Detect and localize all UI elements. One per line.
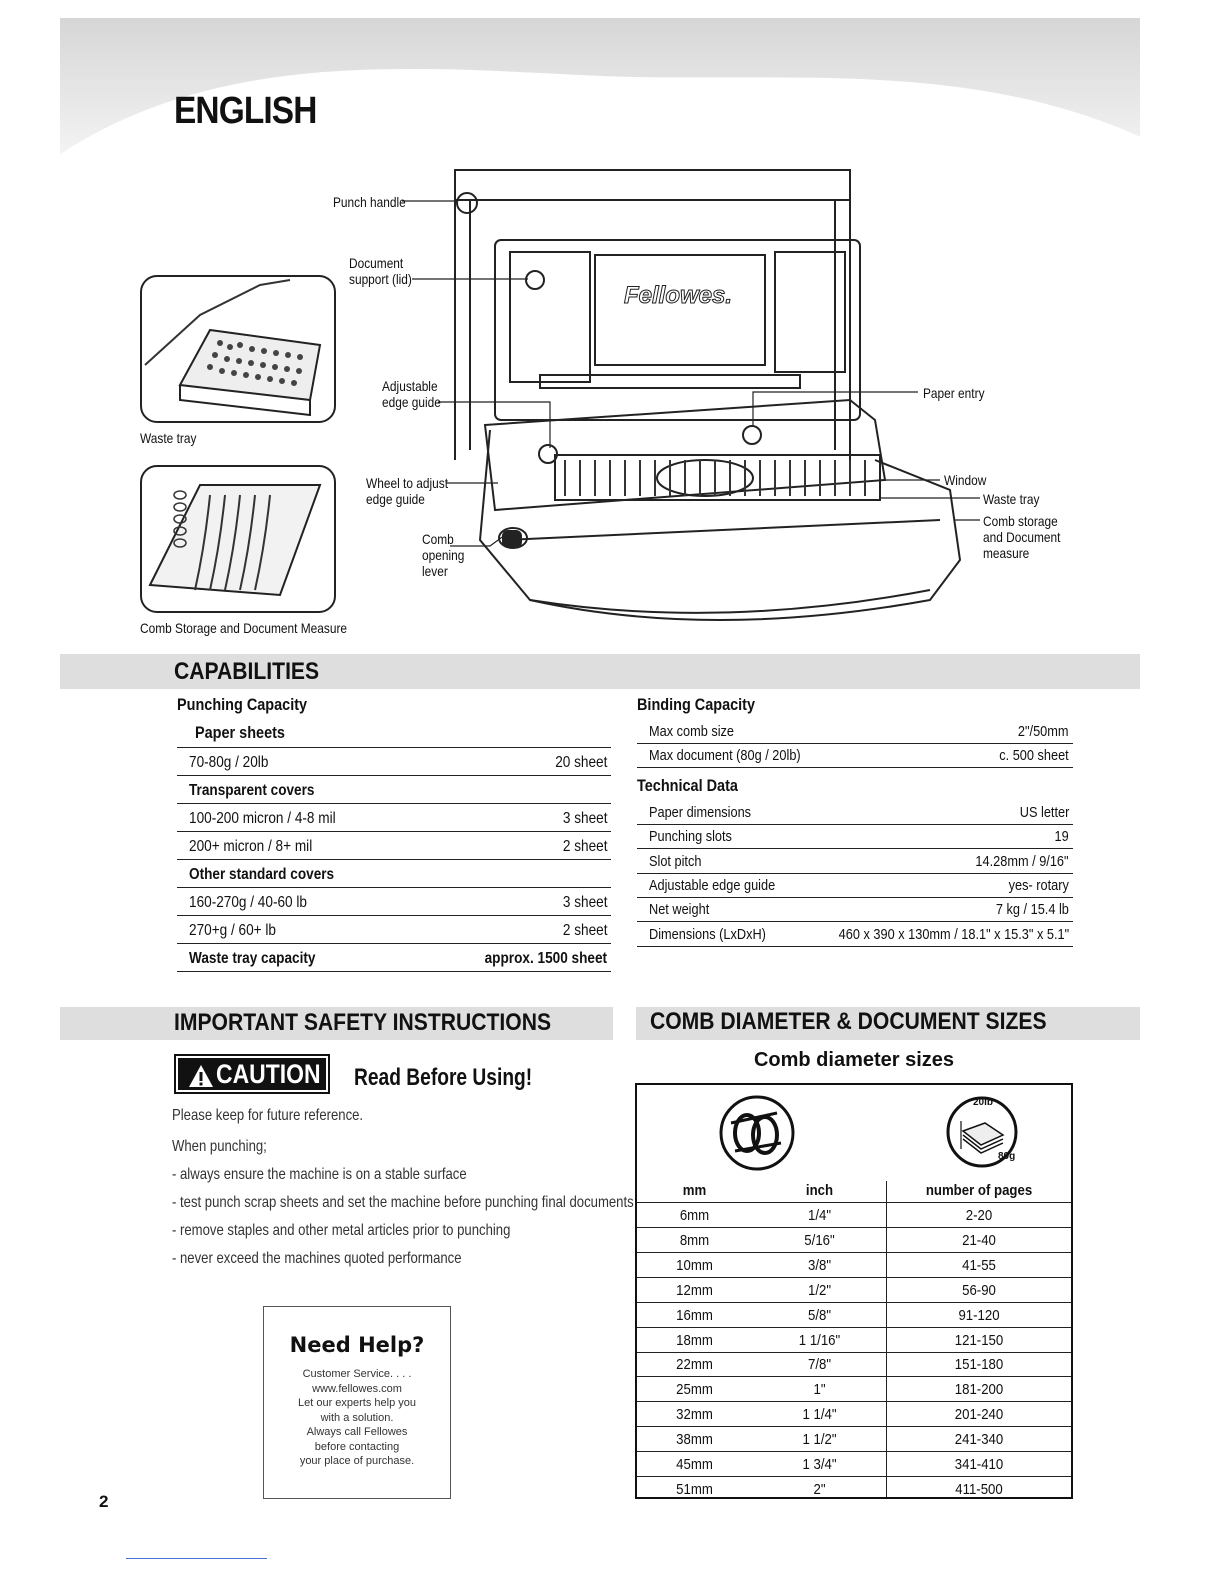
- technical-row-label: Net weight: [649, 901, 710, 919]
- brand-logo: Fellowes.: [624, 282, 733, 309]
- comb-table-row: [637, 1451, 1071, 1477]
- punching-row-label: 160-270g / 40-60 lb: [189, 894, 307, 911]
- comb-table-row: [637, 1476, 1071, 1501]
- comb-inch: 1 1/4": [802, 1406, 837, 1424]
- punching-row: [177, 916, 611, 944]
- punching-row: [177, 860, 611, 888]
- comb-pages: 151-180: [954, 1356, 1004, 1374]
- comb-pages: 181-200: [954, 1381, 1004, 1399]
- technical-row-label: Paper dimensions: [649, 804, 752, 821]
- comb-inch: 3/8": [807, 1256, 832, 1274]
- comb-table-row: [637, 1252, 1071, 1278]
- comb-mm: 18mm: [676, 1331, 713, 1349]
- safety-line-5: - remove staples and other metal articles prior to punching: [172, 1222, 511, 1239]
- comb-mm: 8mm: [679, 1231, 710, 1249]
- header-mm: mm: [682, 1182, 707, 1199]
- help-line: your place of purchase.: [299, 1455, 415, 1467]
- technical-row-value: yes- rotary: [1008, 876, 1069, 894]
- callout-wheel-2: edge guide: [366, 491, 425, 507]
- punching-row-value: 2 sheet: [562, 838, 607, 855]
- comb-mm: 12mm: [676, 1281, 713, 1299]
- comb-table-row: [637, 1202, 1071, 1228]
- binding-capacity-heading: Binding Capacity: [637, 695, 756, 714]
- safety-title: IMPORTANT SAFETY INSTRUCTIONS: [174, 1009, 552, 1036]
- comb-mm: 25mm: [676, 1381, 713, 1399]
- callout-comb-lever-1: Comb: [422, 531, 454, 547]
- callout-comb-storage-2: and Document: [983, 529, 1061, 545]
- punching-capacity-heading: Punching Capacity: [177, 695, 308, 714]
- binding-row-label: Max comb size: [649, 723, 735, 740]
- capabilities-title: CAPABILITIES: [174, 658, 320, 685]
- comb-table-row: [637, 1327, 1071, 1353]
- comb-mm: 45mm: [676, 1456, 713, 1473]
- comb-title: COMB DIAMETER & DOCUMENT SIZES: [650, 1008, 1047, 1035]
- comb-inch: 1 1/2": [802, 1431, 837, 1449]
- help-line: www.fellowes.com: [312, 1382, 402, 1395]
- punching-row: [177, 832, 611, 860]
- comb-pages: 56-90: [962, 1281, 996, 1299]
- comb-inch: 2": [813, 1480, 826, 1498]
- punching-row: [177, 776, 611, 804]
- callout-comb-storage-3: measure: [983, 545, 1030, 561]
- comb-pages: 41-55: [962, 1256, 996, 1274]
- technical-row-value: US letter: [1019, 804, 1069, 821]
- comb-subtitle: Comb diameter sizes: [753, 1049, 955, 1071]
- comb-table-row: [637, 1376, 1071, 1402]
- comb-inch: 1 1/16": [798, 1331, 841, 1349]
- help-line: with a solution.: [320, 1411, 394, 1424]
- callout-adjustable-1: Adjustable: [382, 378, 438, 394]
- comb-diameter-table: [635, 1083, 1073, 1499]
- technical-row-value: 7 kg / 15.4 lb: [995, 901, 1069, 919]
- comb-mm: 32mm: [676, 1406, 713, 1424]
- comb-inch: 7/8": [807, 1356, 832, 1374]
- punching-row: [177, 944, 611, 972]
- waste-tray-inset-caption: Waste tray: [140, 430, 197, 446]
- callout-comb-lever-2: opening: [422, 547, 465, 563]
- safety-line-4: - test punch scrap sheets and set the machine before punching final documents: [172, 1194, 634, 1211]
- callout-punch-handle: Punch handle: [333, 194, 406, 210]
- binding-row-label: Max document (80g / 20lb): [649, 747, 801, 764]
- technical-row-value: 14.28mm / 9/16": [975, 852, 1069, 870]
- callout-leaders: [0, 0, 1224, 700]
- punching-row-label: 270+g / 60+ lb: [189, 922, 276, 939]
- callout-paper-entry: Paper entry: [923, 385, 985, 401]
- technical-row-label: Dimensions (LxDxH): [649, 925, 766, 943]
- technical-data-heading: Technical Data: [637, 776, 738, 795]
- punching-row: [177, 804, 611, 832]
- comb-table-row: [637, 1426, 1071, 1452]
- page-number: 2: [99, 1492, 109, 1511]
- comb-mm: 22mm: [676, 1356, 713, 1374]
- binding-row-value: 2"/50mm: [1018, 723, 1069, 740]
- binding-row-value: c. 500 sheet: [999, 747, 1069, 764]
- callout-wheel-1: Wheel to adjust: [366, 475, 449, 491]
- callout-window: Window: [944, 472, 987, 488]
- callout-comb-lever-3: lever: [422, 563, 448, 579]
- punching-row-value: 3 sheet: [562, 810, 607, 827]
- punching-row-label: Transparent covers: [189, 782, 315, 799]
- comb-pages: 241-340: [954, 1431, 1004, 1449]
- icon-label-20lb: 20lb: [973, 1097, 994, 1108]
- comb-inch: 1 3/4": [802, 1456, 837, 1473]
- punching-row: [177, 748, 611, 776]
- need-help-title: Need Help?: [289, 1333, 425, 1357]
- comb-table-row: [637, 1401, 1071, 1427]
- callout-document-support-2: support (lid): [349, 271, 412, 287]
- technical-row: [637, 873, 1073, 898]
- comb-pages: 341-410: [954, 1456, 1004, 1473]
- punching-row-value: 3 sheet: [562, 894, 607, 911]
- technical-row-label: Punching slots: [649, 828, 732, 846]
- callout-waste-tray: Waste tray: [983, 491, 1040, 507]
- comb-rings-icon: [717, 1093, 797, 1173]
- comb-inch: 1/2": [807, 1281, 832, 1299]
- comb-inch: 5/8": [807, 1306, 832, 1324]
- safety-line-3: - always ensure the machine is on a stable surface: [172, 1166, 467, 1183]
- need-help-body: [264, 1367, 450, 1469]
- technical-row-label: Adjustable edge guide: [649, 876, 776, 894]
- safety-line-1: Please keep for future reference.: [172, 1107, 364, 1124]
- technical-row: [637, 849, 1073, 874]
- punching-row-value: 2 sheet: [562, 922, 607, 939]
- callout-document-support-1: Document: [349, 255, 404, 271]
- binding-row: [637, 719, 1073, 744]
- comb-inch: 1/4": [807, 1207, 832, 1224]
- technical-row-value: 460 x 390 x 130mm / 18.1" x 15.3" x 5.1": [838, 925, 1069, 943]
- comb-mm: 6mm: [679, 1207, 710, 1224]
- comb-pages: 91-120: [958, 1306, 1000, 1324]
- comb-mm: 16mm: [676, 1306, 713, 1324]
- need-help-box: [263, 1306, 451, 1499]
- punching-row-value: approx. 1500 sheet: [484, 950, 607, 967]
- help-line: before contacting: [314, 1440, 400, 1453]
- comb-mm: 51mm: [676, 1480, 713, 1498]
- comb-mm: 38mm: [676, 1431, 713, 1449]
- punching-row-label: 70-80g / 20lb: [189, 754, 269, 771]
- punching-row: [177, 888, 611, 916]
- comb-pages: 2-20: [965, 1207, 993, 1224]
- comb-storage-inset-caption: Comb Storage and Document Measure: [140, 620, 348, 636]
- comb-pages: 201-240: [954, 1406, 1004, 1424]
- read-before-using: Read Before Using!: [354, 1064, 533, 1091]
- header-pages: number of pages: [925, 1182, 1033, 1199]
- comb-table-header: [637, 1177, 1071, 1203]
- technical-row: [637, 922, 1073, 947]
- safety-line-6: - never exceed the machines quoted performance: [172, 1250, 462, 1267]
- safety-line-2: When punching;: [172, 1138, 267, 1155]
- warning-triangle-icon: [188, 1064, 214, 1088]
- punching-row-value: 20 sheet: [554, 754, 607, 771]
- comb-pages: 121-150: [954, 1331, 1004, 1349]
- callout-comb-storage-1: Comb storage: [983, 513, 1058, 529]
- comb-table-row: [637, 1227, 1071, 1253]
- comb-inch: 5/16": [804, 1231, 835, 1249]
- technical-row: [637, 800, 1073, 825]
- paper-sheets-heading: Paper sheets: [195, 723, 285, 742]
- comb-pages: 411-500: [955, 1480, 1003, 1498]
- technical-row-label: Slot pitch: [649, 852, 702, 870]
- comb-mm: 10mm: [676, 1256, 713, 1274]
- punching-row-label: 100-200 micron / 4-8 mil: [189, 810, 336, 827]
- punching-row-label: Waste tray capacity: [189, 950, 316, 967]
- help-line: Let our experts help you: [297, 1397, 417, 1409]
- comb-table-row: [637, 1302, 1071, 1328]
- icon-label-80g: 80g: [998, 1151, 1016, 1162]
- header-inch: inch: [805, 1182, 834, 1199]
- technical-row: [637, 897, 1073, 922]
- technical-row: [637, 824, 1073, 849]
- comb-pages: 21-40: [962, 1231, 996, 1249]
- page-title: ENGLISH: [174, 90, 317, 132]
- comb-inch: 1": [813, 1381, 826, 1399]
- comb-table-row: [637, 1351, 1071, 1377]
- comb-table-row: [637, 1277, 1071, 1303]
- binding-row: [637, 743, 1073, 768]
- punching-row-label: 200+ micron / 8+ mil: [189, 838, 313, 855]
- footer-rule: [126, 1558, 267, 1559]
- caution-badge: [174, 1054, 330, 1094]
- callout-adjustable-2: edge guide: [382, 394, 441, 410]
- help-line: Always call Fellowes: [306, 1426, 408, 1438]
- technical-row-value: 19: [1054, 828, 1069, 846]
- punching-row-label: Other standard covers: [189, 866, 335, 883]
- help-line: Customer Service. . . .: [302, 1368, 412, 1380]
- caution-text: CAUTION: [216, 1059, 321, 1089]
